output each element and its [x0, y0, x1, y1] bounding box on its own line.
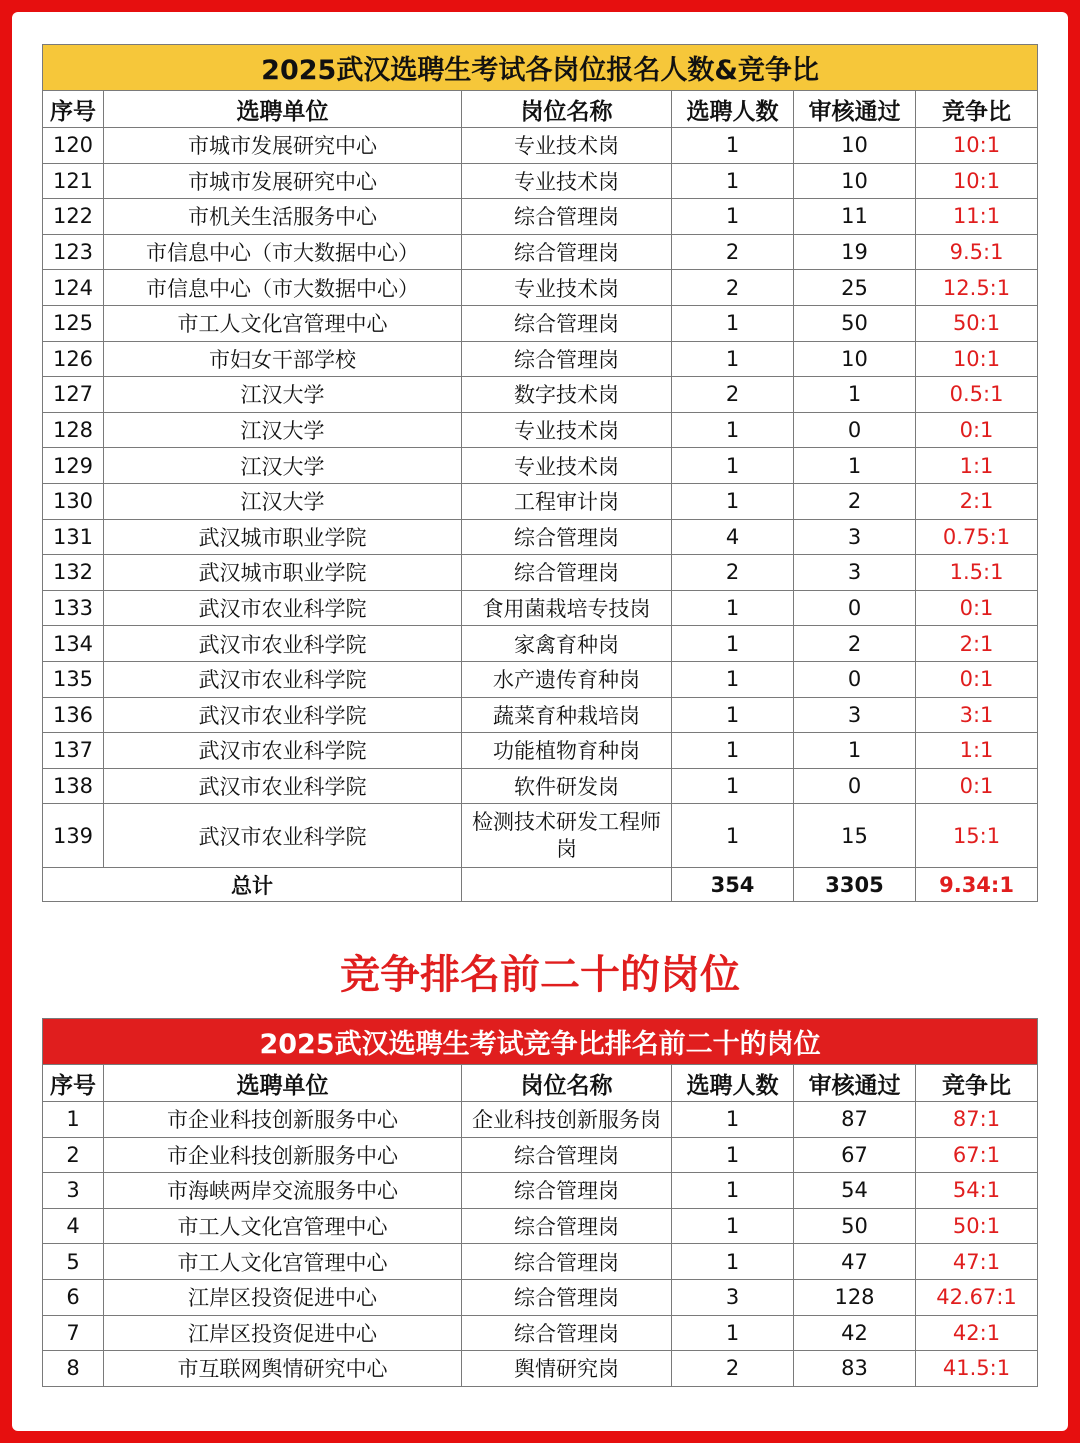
cell-no: 130 [43, 483, 104, 519]
cell-ratio: 42.67:1 [916, 1279, 1038, 1315]
cell-no: 124 [43, 270, 104, 306]
cell-unit: 武汉市农业科学院 [104, 804, 462, 868]
table-row [43, 1208, 1038, 1244]
cell-no: 7 [43, 1315, 104, 1351]
table-row [43, 1351, 1038, 1387]
cell-position: 舆情研究岗 [462, 1351, 672, 1387]
section-title: 竞争排名前二十的岗位 [340, 952, 740, 998]
header-passed: 审核通过 [794, 91, 916, 128]
cell-ratio: 10:1 [916, 128, 1038, 164]
cell-position: 工程审计岗 [462, 483, 672, 519]
cell-position: 综合管理岗 [462, 555, 672, 591]
cell-no: 122 [43, 199, 104, 235]
cell-position: 家禽育种岗 [462, 626, 672, 662]
cell-position: 综合管理岗 [462, 1137, 672, 1173]
cell-ratio: 0:1 [916, 412, 1038, 448]
cell-no: 123 [43, 234, 104, 270]
cell-position: 功能植物育种岗 [462, 733, 672, 769]
table-row [43, 1279, 1038, 1315]
cell-ratio: 0.5:1 [916, 377, 1038, 413]
cell-passed: 0 [794, 768, 916, 804]
cell-no: 126 [43, 341, 104, 377]
cell-no: 120 [43, 128, 104, 164]
cell-unit: 市工人文化宫管理中心 [104, 1244, 462, 1280]
cell-hires: 1 [672, 412, 794, 448]
cell-passed: 67 [794, 1137, 916, 1173]
cell-unit: 武汉城市职业学院 [104, 555, 462, 591]
table-row [43, 804, 1038, 868]
cell-passed: 87 [794, 1102, 916, 1138]
table-row [43, 661, 1038, 697]
table-row [43, 697, 1038, 733]
cell-ratio: 47:1 [916, 1244, 1038, 1280]
cell-unit: 江汉大学 [104, 377, 462, 413]
cell-no: 5 [43, 1244, 104, 1280]
cell-no: 134 [43, 626, 104, 662]
cell-passed: 19 [794, 234, 916, 270]
table-row [43, 199, 1038, 235]
cell-hires: 1 [672, 733, 794, 769]
table-row [43, 1137, 1038, 1173]
cell-hires: 1 [672, 1102, 794, 1138]
cell-passed: 47 [794, 1244, 916, 1280]
table-row [43, 1315, 1038, 1351]
cell-unit: 武汉市农业科学院 [104, 626, 462, 662]
cell-position: 综合管理岗 [462, 1173, 672, 1209]
cell-position: 食用菌栽培专技岗 [462, 590, 672, 626]
table-row [43, 448, 1038, 484]
cell-passed: 0 [794, 661, 916, 697]
table-row [43, 305, 1038, 341]
cell-position: 综合管理岗 [462, 1244, 672, 1280]
cell-position: 数字技术岗 [462, 377, 672, 413]
cell-position: 综合管理岗 [462, 519, 672, 555]
table-row [43, 1102, 1038, 1138]
total-ratio: 9.34:1 [916, 868, 1038, 902]
header-position: 岗位名称 [462, 91, 672, 128]
cell-passed: 128 [794, 1279, 916, 1315]
cell-passed: 50 [794, 305, 916, 341]
total-label: 总计 [43, 868, 462, 902]
header-passed: 审核通过 [794, 1065, 916, 1102]
table-row [43, 519, 1038, 555]
cell-no: 139 [43, 804, 104, 868]
cell-position: 专业技术岗 [462, 448, 672, 484]
cell-passed: 1 [794, 733, 916, 769]
cell-no: 125 [43, 305, 104, 341]
cell-unit: 武汉城市职业学院 [104, 519, 462, 555]
header-hires: 选聘人数 [672, 91, 794, 128]
cell-hires: 1 [672, 483, 794, 519]
cell-passed: 15 [794, 804, 916, 868]
cell-ratio: 50:1 [916, 305, 1038, 341]
cell-passed: 42 [794, 1315, 916, 1351]
cell-passed: 11 [794, 199, 916, 235]
cell-position: 综合管理岗 [462, 234, 672, 270]
cell-hires: 1 [672, 1315, 794, 1351]
cell-ratio: 0:1 [916, 768, 1038, 804]
cell-unit: 江汉大学 [104, 448, 462, 484]
table-row [43, 626, 1038, 662]
table-header-row [43, 91, 1038, 128]
cell-ratio: 54:1 [916, 1173, 1038, 1209]
cell-unit: 市机关生活服务中心 [104, 199, 462, 235]
page-sheet [12, 12, 1068, 1431]
header-unit: 选聘单位 [104, 91, 462, 128]
cell-unit: 市企业科技创新服务中心 [104, 1102, 462, 1138]
total-position-empty [462, 868, 672, 902]
cell-no: 127 [43, 377, 104, 413]
cell-position: 企业科技创新服务岗 [462, 1102, 672, 1138]
table-row [43, 234, 1038, 270]
cell-passed: 83 [794, 1351, 916, 1387]
cell-passed: 1 [794, 448, 916, 484]
table-row [43, 163, 1038, 199]
cell-passed: 2 [794, 626, 916, 662]
cell-position: 综合管理岗 [462, 1208, 672, 1244]
table-body [43, 128, 1038, 868]
cell-passed: 50 [794, 1208, 916, 1244]
header-no: 序号 [43, 91, 104, 128]
cell-unit: 江岸区投资促进中心 [104, 1279, 462, 1315]
cell-ratio: 2:1 [916, 483, 1038, 519]
cell-no: 132 [43, 555, 104, 591]
cell-no: 133 [43, 590, 104, 626]
cell-hires: 2 [672, 555, 794, 591]
cell-hires: 2 [672, 234, 794, 270]
cell-no: 1 [43, 1102, 104, 1138]
table-row [43, 1173, 1038, 1209]
cell-no: 131 [43, 519, 104, 555]
cell-unit: 市信息中心（市大数据中心） [104, 270, 462, 306]
cell-unit: 江汉大学 [104, 483, 462, 519]
cell-ratio: 0:1 [916, 661, 1038, 697]
cell-no: 136 [43, 697, 104, 733]
cell-hires: 1 [672, 1173, 794, 1209]
total-row [43, 868, 1038, 902]
cell-ratio: 11:1 [916, 199, 1038, 235]
cell-hires: 1 [672, 804, 794, 868]
cell-hires: 1 [672, 590, 794, 626]
cell-unit: 市工人文化宫管理中心 [104, 305, 462, 341]
cell-hires: 1 [672, 448, 794, 484]
cell-ratio: 41.5:1 [916, 1351, 1038, 1387]
cell-ratio: 15:1 [916, 804, 1038, 868]
table-row [43, 341, 1038, 377]
cell-position: 综合管理岗 [462, 1315, 672, 1351]
cell-ratio: 2:1 [916, 626, 1038, 662]
cell-unit: 市城市发展研究中心 [104, 163, 462, 199]
cell-unit: 市城市发展研究中心 [104, 128, 462, 164]
cell-position: 综合管理岗 [462, 199, 672, 235]
total-passed: 3305 [794, 868, 916, 902]
cell-no: 2 [43, 1137, 104, 1173]
cell-passed: 10 [794, 341, 916, 377]
cell-unit: 武汉市农业科学院 [104, 733, 462, 769]
cell-hires: 4 [672, 519, 794, 555]
cell-ratio: 0.75:1 [916, 519, 1038, 555]
cell-unit: 武汉市农业科学院 [104, 697, 462, 733]
table-row [43, 555, 1038, 591]
cell-hires: 1 [672, 163, 794, 199]
cell-position: 专业技术岗 [462, 163, 672, 199]
cell-no: 6 [43, 1279, 104, 1315]
cell-position: 综合管理岗 [462, 1279, 672, 1315]
cell-hires: 1 [672, 199, 794, 235]
table-body [43, 1102, 1038, 1387]
cell-hires: 1 [672, 1208, 794, 1244]
cell-ratio: 0:1 [916, 590, 1038, 626]
table-row [43, 733, 1038, 769]
table-row [43, 768, 1038, 804]
cell-position: 综合管理岗 [462, 305, 672, 341]
cell-passed: 3 [794, 697, 916, 733]
cell-passed: 3 [794, 519, 916, 555]
header-position: 岗位名称 [462, 1065, 672, 1102]
cell-hires: 2 [672, 377, 794, 413]
table-row [43, 1244, 1038, 1280]
table-title: 2025武汉选聘生考试各岗位报名人数&竞争比 [43, 45, 1038, 91]
cell-unit: 武汉市农业科学院 [104, 768, 462, 804]
total-hires: 354 [672, 868, 794, 902]
cell-unit: 市企业科技创新服务中心 [104, 1137, 462, 1173]
cell-ratio: 1.5:1 [916, 555, 1038, 591]
cell-hires: 1 [672, 1244, 794, 1280]
cell-passed: 1 [794, 377, 916, 413]
cell-hires: 1 [672, 626, 794, 662]
cell-ratio: 9.5:1 [916, 234, 1038, 270]
cell-ratio: 87:1 [916, 1102, 1038, 1138]
cell-unit: 市海峡两岸交流服务中心 [104, 1173, 462, 1209]
cell-position: 专业技术岗 [462, 270, 672, 306]
cell-no: 128 [43, 412, 104, 448]
cell-ratio: 42:1 [916, 1315, 1038, 1351]
cell-hires: 3 [672, 1279, 794, 1315]
cell-no: 138 [43, 768, 104, 804]
cell-hires: 1 [672, 341, 794, 377]
cell-no: 3 [43, 1173, 104, 1209]
cell-no: 121 [43, 163, 104, 199]
cell-hires: 1 [672, 697, 794, 733]
ranking-table [42, 1018, 1038, 1387]
cell-passed: 10 [794, 128, 916, 164]
cell-ratio: 50:1 [916, 1208, 1038, 1244]
cell-hires: 2 [672, 270, 794, 306]
cell-no: 137 [43, 733, 104, 769]
table-row [43, 483, 1038, 519]
cell-position: 检测技术研发工程师岗 [462, 804, 672, 868]
cell-passed: 10 [794, 163, 916, 199]
cell-hires: 2 [672, 1351, 794, 1387]
cell-unit: 市互联网舆情研究中心 [104, 1351, 462, 1387]
cell-ratio: 10:1 [916, 341, 1038, 377]
table-row [43, 590, 1038, 626]
cell-passed: 0 [794, 412, 916, 448]
table-row [43, 412, 1038, 448]
cell-unit: 市工人文化宫管理中心 [104, 1208, 462, 1244]
cell-unit: 江岸区投资促进中心 [104, 1315, 462, 1351]
table-row [43, 377, 1038, 413]
cell-no: 129 [43, 448, 104, 484]
cell-no: 135 [43, 661, 104, 697]
header-ratio: 竞争比 [916, 1065, 1038, 1102]
cell-ratio: 10:1 [916, 163, 1038, 199]
cell-hires: 1 [672, 305, 794, 341]
table-header-row [43, 1065, 1038, 1102]
cell-position: 专业技术岗 [462, 412, 672, 448]
cell-no: 8 [43, 1351, 104, 1387]
header-no: 序号 [43, 1065, 104, 1102]
table-row [43, 128, 1038, 164]
registration-table [42, 44, 1038, 902]
cell-passed: 25 [794, 270, 916, 306]
cell-unit: 武汉市农业科学院 [104, 661, 462, 697]
cell-hires: 1 [672, 661, 794, 697]
cell-ratio: 1:1 [916, 733, 1038, 769]
header-hires: 选聘人数 [672, 1065, 794, 1102]
cell-ratio: 1:1 [916, 448, 1038, 484]
cell-position: 综合管理岗 [462, 341, 672, 377]
cell-hires: 1 [672, 768, 794, 804]
cell-passed: 54 [794, 1173, 916, 1209]
cell-unit: 市妇女干部学校 [104, 341, 462, 377]
cell-unit: 市信息中心（市大数据中心） [104, 234, 462, 270]
header-unit: 选聘单位 [104, 1065, 462, 1102]
cell-passed: 2 [794, 483, 916, 519]
cell-no: 4 [43, 1208, 104, 1244]
cell-unit: 江汉大学 [104, 412, 462, 448]
cell-position: 蔬菜育种栽培岗 [462, 697, 672, 733]
cell-passed: 0 [794, 590, 916, 626]
cell-position: 软件研发岗 [462, 768, 672, 804]
cell-ratio: 67:1 [916, 1137, 1038, 1173]
cell-position: 水产遗传育种岗 [462, 661, 672, 697]
cell-passed: 3 [794, 555, 916, 591]
table-row [43, 270, 1038, 306]
header-ratio: 竞争比 [916, 91, 1038, 128]
cell-unit: 武汉市农业科学院 [104, 590, 462, 626]
cell-ratio: 3:1 [916, 697, 1038, 733]
cell-ratio: 12.5:1 [916, 270, 1038, 306]
cell-position: 专业技术岗 [462, 128, 672, 164]
cell-hires: 1 [672, 1137, 794, 1173]
table-title: 2025武汉选聘生考试竞争比排名前二十的岗位 [43, 1019, 1038, 1065]
cell-hires: 1 [672, 128, 794, 164]
